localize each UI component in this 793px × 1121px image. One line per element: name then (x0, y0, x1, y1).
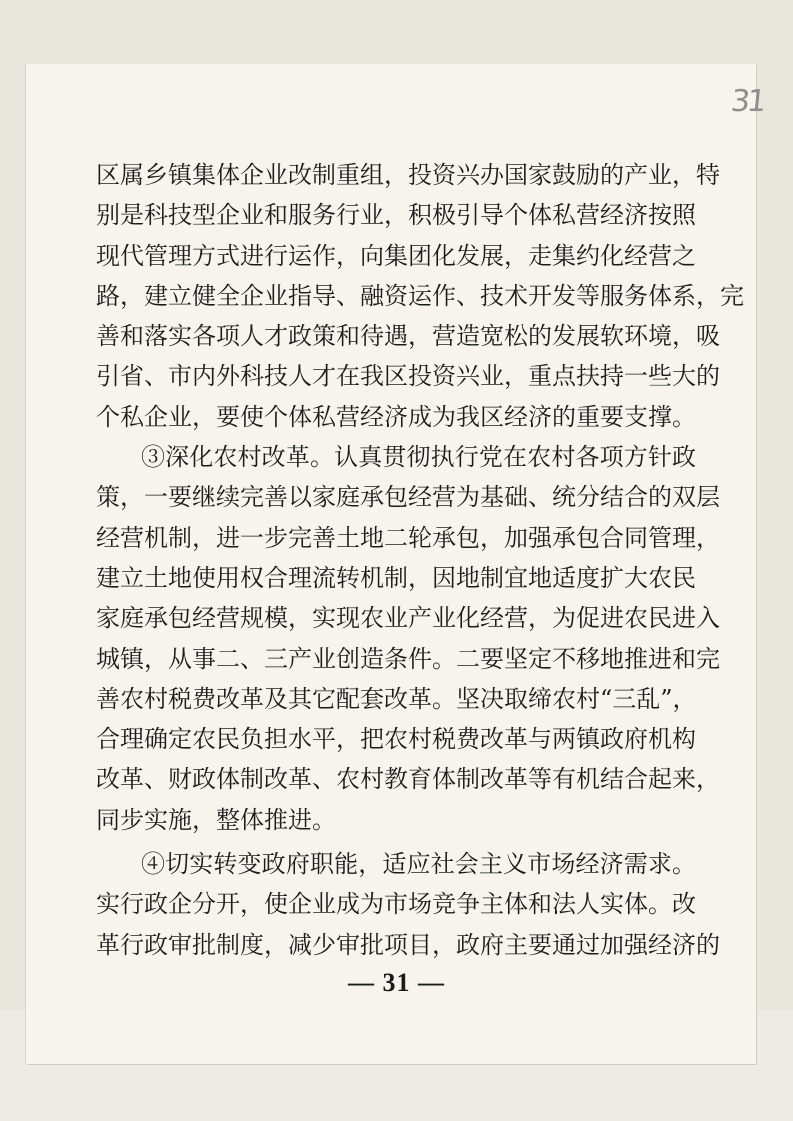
paragraph-heading-government-functions: ④切实转变政府职能，适应社会主义市场经济需求。 (141, 850, 696, 879)
text-line: 实行政企分开，使企业成为市场竞争主体和法人实体。改 (96, 890, 696, 919)
text-line: 革行政审批制度，减少审批项目，政府主要通过加强经济的 (96, 930, 720, 959)
text-line: 策，一要继续完善以家庭承包经营为基础、统分结合的双层 (96, 483, 720, 512)
text-line: 建立土地使用权合理流转机制，因地制宜地适度扩大农民 (96, 563, 696, 592)
text-line: 引省、市内外科技人才在我区投资兴业，重点扶持一些大的 (96, 362, 720, 391)
text-line: 现代管理方式进行运作，向集团化发展，走集约化经营之 (96, 241, 696, 270)
paragraph-heading-rural-reform: ③深化农村改革。认真贯彻执行党在农村各项方针政 (141, 443, 696, 472)
text-line: 改革、财政体制改革、农村教育体制改革等有机结合起来， (96, 765, 720, 794)
text-line: 个私企业，要使个体私营经济成为我区经济的重要支撑。 (96, 402, 696, 431)
text-line: 经营机制，进一步完善土地二轮承包，加强承包合同管理， (96, 523, 720, 552)
handwritten-page-mark: 31 (729, 84, 766, 119)
text-line: 合理确定农民负担水平，把农村税费改革与两镇政府机构 (96, 725, 696, 754)
text-line: 区属乡镇集体企业改制重组，投资兴办国家鼓励的产业，特 (96, 161, 720, 189)
page-number: — 31 — (348, 968, 445, 997)
document-body (96, 155, 744, 965)
text-line: 城镇，从事二、三产业创造条件。二要坚定不移地推进和完 (96, 644, 720, 673)
text-line: 家庭承包经营规模，实现农业产业化经营，为促进农民进入 (96, 604, 720, 633)
text-line: 善和落实各项人才政策和待遇，营造宽松的发展软环境，吸 (96, 322, 720, 351)
text-line: 路，建立健全企业指导、融资运作、技术开发等服务体系，完 (96, 281, 744, 310)
text-line: 善农村税费改革及其它配套改革。坚决取缔农村“三乱”， (96, 684, 697, 713)
text-line: 别是科技型企业和服务行业，积极引导个体私营经济按照 (96, 201, 696, 230)
text-line: 同步实施，整体推进。 (96, 805, 336, 834)
